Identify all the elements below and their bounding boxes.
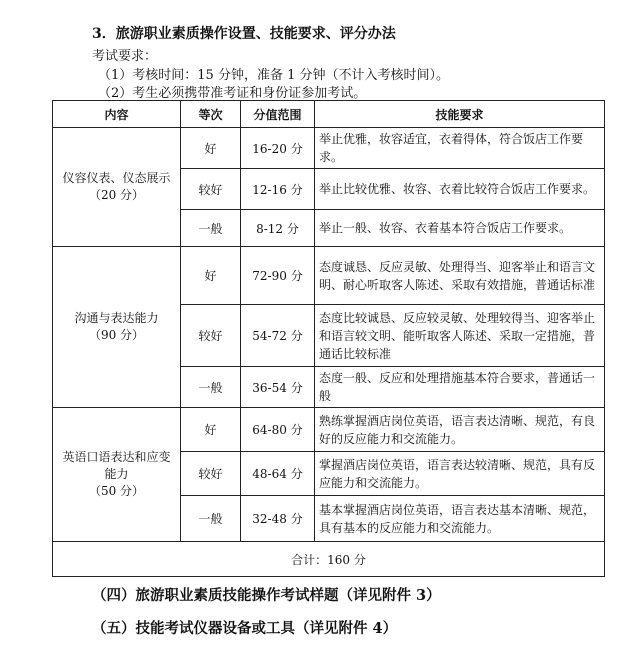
requirement-cell: 掌握酒店岗位英语，语言表达较清晰、规范，具有反应能力和交流能力。 [315, 452, 605, 496]
range-cell: 64-80 分 [241, 408, 315, 452]
category-points: （20 分） [88, 188, 145, 202]
exam-requirements-title: 考试要求： [92, 49, 158, 64]
total-row [53, 542, 605, 577]
level-cell: 较好 [181, 305, 241, 367]
requirement-cell: 举止比较优雅、妆容、衣着比较符合饭店工作要求。 [315, 169, 605, 210]
range-cell: 72-90 分 [241, 247, 315, 305]
category-points: （90 分） [88, 328, 145, 342]
header-content: 内容 [53, 101, 181, 128]
level-cell: 一般 [181, 210, 241, 247]
requirement-cell: 举止优雅，妆容适宜，衣着得体，符合饭店工作要求。 [315, 128, 605, 169]
section-heading: 3．旅游职业素质操作设置、技能要求、评分办法 [92, 26, 396, 42]
range-cell: 32-48 分 [241, 496, 315, 542]
category-cell [53, 408, 181, 542]
level-cell: 好 [181, 128, 241, 169]
category-points: （50 分） [88, 484, 145, 498]
table-row [53, 128, 605, 169]
level-cell: 较好 [181, 452, 241, 496]
header-level: 等次 [181, 101, 241, 128]
category-name: 沟通与表达能力 [74, 311, 159, 325]
table-header-row [53, 101, 605, 128]
requirement-cell: 态度比较诚恳、反应较灵敏、处理较得当、迎客举止和语言较文明、能听取客人陈述、采取一定措施，普通话比较标准 [315, 305, 605, 367]
category-cell [53, 128, 181, 247]
header-range: 分值范围 [241, 101, 315, 128]
exam-requirement-item: （2）考生必须携带准考证和身份证参加考试。 [98, 86, 367, 101]
section-5-heading: （五）技能考试仪器设备或工具（详见附件 4） [92, 620, 398, 637]
category-name: 英语口语表达和应变能力 [62, 450, 171, 481]
requirement-cell: 态度一般、反应和处理措施基本符合要求，普通话一般 [315, 367, 605, 408]
range-cell: 48-64 分 [241, 452, 315, 496]
requirement-cell: 举止一般、妆容、衣着基本符合饭店工作要求。 [315, 210, 605, 247]
level-cell: 较好 [181, 169, 241, 210]
total-cell: 合计：160 分 [53, 542, 605, 577]
range-cell: 12-16 分 [241, 169, 315, 210]
range-cell: 8-12 分 [241, 210, 315, 247]
table-row [53, 408, 605, 452]
level-cell: 一般 [181, 367, 241, 408]
range-cell: 16-20 分 [241, 128, 315, 169]
table-row [53, 247, 605, 305]
range-cell: 36-54 分 [241, 367, 315, 408]
range-cell: 54-72 分 [241, 305, 315, 367]
scoring-table [52, 100, 605, 577]
level-cell: 一般 [181, 496, 241, 542]
level-cell: 好 [181, 408, 241, 452]
category-cell [53, 247, 181, 408]
section-4-heading: （四）旅游职业素质技能操作考试样题（详见附件 3） [92, 587, 441, 604]
requirement-cell: 态度诚恳、反应灵敏、处理得当、迎客举止和语言文明、耐心听取客人陈述、采取有效措施，普通话标准 [315, 247, 605, 305]
requirement-cell: 基本掌握酒店岗位英语，语言表达基本清晰、规范，具有基本的反应能力和交流能力。 [315, 496, 605, 542]
level-cell: 好 [181, 247, 241, 305]
header-requirement: 技能要求 [315, 101, 605, 128]
requirement-cell: 熟练掌握酒店岗位英语，语言表达清晰、规范，有良好的反应能力和交流能力。 [315, 408, 605, 452]
category-name: 仪容仪表、仪态展示 [62, 171, 171, 185]
exam-requirement-item: （1）考核时间：15 分钟，准备 1 分钟（不计入考核时间）。 [98, 68, 449, 83]
